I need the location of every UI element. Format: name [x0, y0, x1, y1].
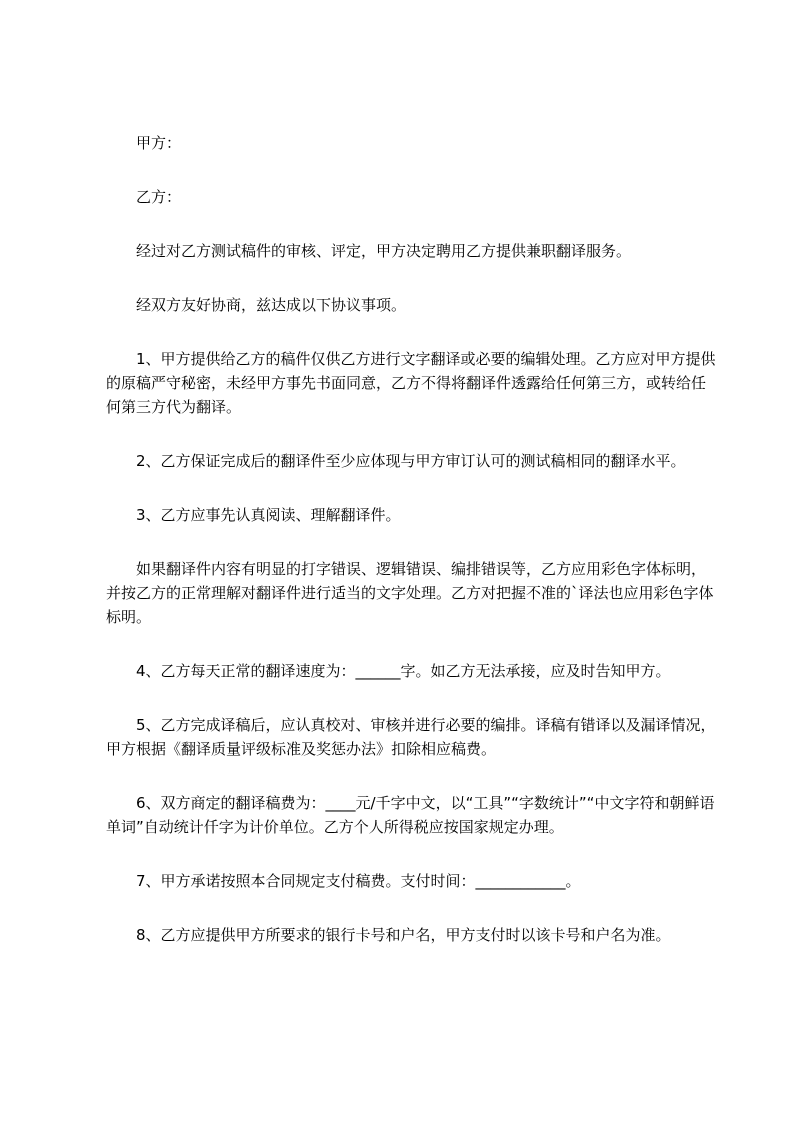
clause-5: 5、乙方完成译稿后，应认真校对、审核并进行必要的编排。译稿有错译以及漏译情况，甲方根据《翻译质量评级标准及奖惩办法》扣除相应稿费。	[106, 716, 716, 758]
clause-2: 2、乙方保证完成后的翻译件至少应体现与甲方审订认可的测试稿相同的翻译水平。	[136, 452, 686, 470]
clause-8: 8、乙方应提供甲方所要求的银行卡号和户名，甲方支付时以该卡号和户名为准。	[136, 926, 671, 944]
party-a-line: 甲方：	[136, 134, 182, 152]
intro-paragraph-1: 经过对乙方测试稿件的审核、评定，甲方决定聘用乙方提供兼职翻译服务。	[136, 242, 632, 260]
clause-4: 4、乙方每天正常的翻译速度为：______字。如乙方无法承接，应及时告知甲方。	[136, 662, 671, 680]
intro-paragraph-2: 经双方友好协商，兹达成以下协议事项。	[136, 296, 407, 314]
clause-3-detail: 如果翻译件内容有明显的打字错误、逻辑错误、编排错误等，乙方应用彩色字体标明，并按乙方的正常理解对翻译件进行适当的文字处理。乙方对把握不准的`译法也应用彩色字体标明。	[106, 560, 714, 626]
clause-3: 3、乙方应事先认真阅读、理解翻译件。	[136, 506, 401, 524]
clause-6: 6、双方商定的翻译稿费为：____元/千字中文，以“工具”“字数统计”“中文字符和朝鲜语单词”自动统计仟字为计价单位。乙方个人所得税应按国家规定办理。	[106, 794, 715, 836]
contract-body	[106, 131, 716, 977]
party-b-line: 乙方：	[136, 188, 182, 206]
clause-7: 7、甲方承诺按照本合同规定支付稿费。支付时间：____________。	[136, 872, 581, 890]
clause-1: 1、甲方提供给乙方的稿件仅供乙方进行文字翻译或必要的编辑处理。乙方应对甲方提供的原稿严守秘密，未经甲方事先书面同意，乙方不得将翻译件透露给任何第三方，或转给任何第三方代为翻译。	[106, 350, 716, 416]
